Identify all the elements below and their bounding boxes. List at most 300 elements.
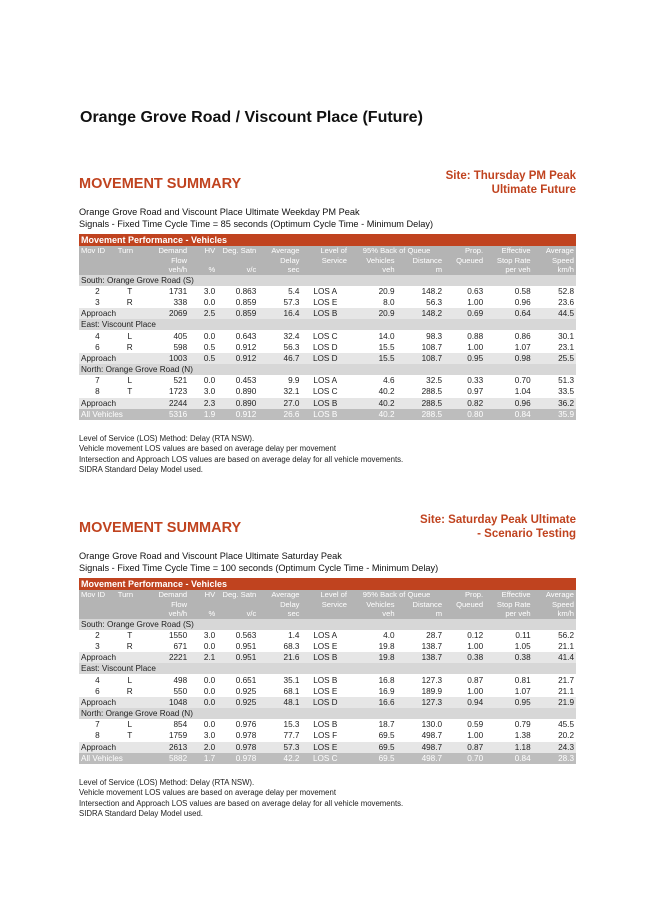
- table-cell: LOS B: [301, 398, 349, 409]
- table-cell: 2244: [144, 398, 189, 409]
- table-cell: 1.7: [189, 753, 217, 764]
- table-row: [79, 342, 576, 353]
- table-cell: LOS C: [301, 753, 349, 764]
- table-cell: R: [116, 641, 144, 652]
- approach-name: North: Orange Grove Road (N): [79, 708, 576, 719]
- site-line-1: Site: Saturday Peak Ultimate: [420, 514, 576, 526]
- site-line-1: Site: Thursday PM Peak: [445, 170, 576, 182]
- column-header: Stop Rate: [485, 600, 533, 610]
- table-cell: 21.1: [533, 686, 576, 697]
- column-header: km/h: [533, 265, 576, 275]
- table-cell: 4: [79, 674, 116, 685]
- column-header: [79, 609, 116, 619]
- table-cell: 0.88: [444, 330, 485, 341]
- table-cell: 0.97: [444, 386, 485, 397]
- table-title-row: [79, 578, 576, 590]
- approach-group-row: [79, 319, 576, 330]
- table-cell: 0.0: [189, 330, 217, 341]
- table-row: [79, 719, 576, 730]
- table-cell: 1.05: [485, 641, 533, 652]
- table-cell: 1723: [144, 386, 189, 397]
- table-cell: 3.0: [189, 630, 217, 641]
- note-line: SIDRA Standard Delay Model used.: [79, 809, 203, 819]
- table-cell: 48.1: [258, 697, 301, 708]
- table-cell: LOS A: [301, 375, 349, 386]
- table-cell: LOS E: [301, 297, 349, 308]
- column-header: veh/h: [144, 609, 189, 619]
- table-cell: 1.00: [444, 297, 485, 308]
- table-cell: 32.5: [397, 375, 445, 386]
- table-cell: 0.70: [444, 753, 485, 764]
- table-cell: 0.453: [217, 375, 258, 386]
- table-title-row: [79, 234, 576, 246]
- table-cell: 0.651: [217, 674, 258, 685]
- table-cell: 3.0: [189, 730, 217, 741]
- approach-name: South: Orange Grove Road (S): [79, 275, 576, 286]
- table-cell: 69.5: [349, 730, 397, 741]
- table-cell: 28.3: [533, 753, 576, 764]
- table-cell: 21.1: [533, 641, 576, 652]
- column-header: Speed: [533, 600, 576, 610]
- table-cell: 30.1: [533, 330, 576, 341]
- table-cell: 56.2: [533, 630, 576, 641]
- table-notes: [79, 778, 576, 820]
- note-line: Vehicle movement LOS values are based on average delay per movement: [79, 444, 337, 454]
- table-cell: 0.95: [485, 697, 533, 708]
- table-cell: R: [116, 297, 144, 308]
- column-header: Vehicles: [349, 600, 397, 610]
- table-cell: 498.7: [397, 730, 445, 741]
- table-cell: 56.3: [258, 342, 301, 353]
- table-cell: 0.94: [444, 697, 485, 708]
- approach-group-row: [79, 708, 576, 719]
- table-cell: 0.12: [444, 630, 485, 641]
- table-cell: 0.978: [217, 753, 258, 764]
- table-row: [79, 386, 576, 397]
- movement-summary-saturday: [79, 514, 576, 820]
- column-header: Vehicles: [349, 256, 397, 266]
- column-header-row: [79, 246, 576, 256]
- column-header: sec: [258, 265, 301, 275]
- table-cell: 0.79: [485, 719, 533, 730]
- table-cell: 1.00: [444, 641, 485, 652]
- table-cell: 0.925: [217, 697, 258, 708]
- table-cell: 0.80: [444, 409, 485, 420]
- column-header: Mov ID: [79, 590, 116, 600]
- column-header: m: [397, 265, 445, 275]
- table-cell: 288.5: [397, 398, 445, 409]
- approach-group-row: [79, 663, 576, 674]
- table-cell: 42.2: [258, 753, 301, 764]
- table-cell: 0.98: [485, 353, 533, 364]
- table-cell: 2.5: [189, 308, 217, 319]
- column-header: Demand: [144, 590, 189, 600]
- column-header: Stop Rate: [485, 256, 533, 266]
- table-cell: 8: [79, 730, 116, 741]
- table-cell: 0.87: [444, 742, 485, 753]
- table-cell: 57.3: [258, 742, 301, 753]
- table-cell: 8.0: [349, 297, 397, 308]
- table-cell: 41.4: [533, 652, 576, 663]
- table-cell: LOS A: [301, 286, 349, 297]
- column-header: veh: [349, 609, 397, 619]
- table-cell: 1.00: [444, 730, 485, 741]
- note-line: Intersection and Approach LOS values are based on average delay for all vehicle movements.: [79, 798, 404, 808]
- table-cell: 1759: [144, 730, 189, 741]
- column-header: Level of: [301, 590, 349, 600]
- table-cell: 0.890: [217, 386, 258, 397]
- table-cell: 0.82: [444, 398, 485, 409]
- table-cell: Approach: [79, 652, 144, 663]
- table-cell: 521: [144, 375, 189, 386]
- table-cell: T: [116, 730, 144, 741]
- column-header: 95% Back of Queue: [349, 246, 444, 256]
- table-cell: 3: [79, 641, 116, 652]
- column-header: [116, 265, 144, 275]
- column-header: sec: [258, 609, 301, 619]
- table-cell: 0.0: [189, 674, 217, 685]
- table-cell: 671: [144, 641, 189, 652]
- table-cell: 288.5: [397, 386, 445, 397]
- column-header-row: [79, 590, 576, 600]
- note-line: Level of Service (LOS) Method: Delay (RTA NSW).: [79, 433, 255, 443]
- table-cell: 1.07: [485, 686, 533, 697]
- table-cell: 26.6: [258, 409, 301, 420]
- table-cell: Approach: [79, 353, 144, 364]
- table-cell: 2221: [144, 652, 189, 663]
- table-cell: 35.1: [258, 674, 301, 685]
- table-cell: 5316: [144, 409, 189, 420]
- table-cell: 148.2: [397, 286, 445, 297]
- table-cell: 0.976: [217, 719, 258, 730]
- table-cell: 98.3: [397, 330, 445, 341]
- table-cell: 0.64: [485, 308, 533, 319]
- table-cell: 15.5: [349, 353, 397, 364]
- column-header: Average: [533, 246, 576, 256]
- approach-name: North: Orange Grove Road (N): [79, 364, 576, 375]
- column-header: Distance: [397, 256, 445, 266]
- column-header: Delay: [258, 256, 301, 266]
- table-cell: 20.2: [533, 730, 576, 741]
- table-cell: 46.7: [258, 353, 301, 364]
- table-row: [79, 630, 576, 641]
- table-cell: LOS B: [301, 652, 349, 663]
- table-cell: 0.0: [189, 686, 217, 697]
- table-cell: 16.8: [349, 674, 397, 685]
- table-cell: 14.0: [349, 330, 397, 341]
- site-label: [420, 514, 576, 541]
- table-cell: 56.3: [397, 297, 445, 308]
- column-header: [301, 609, 349, 619]
- column-header: [79, 256, 116, 266]
- table-cell: 15.3: [258, 719, 301, 730]
- table-cell: 23.6: [533, 297, 576, 308]
- table-cell: 32.4: [258, 330, 301, 341]
- table-cell: 25.5: [533, 353, 576, 364]
- table-cell: 0.84: [485, 753, 533, 764]
- table-cell: 0.978: [217, 730, 258, 741]
- column-header: Queued: [444, 600, 485, 610]
- note-line: Vehicle movement LOS values are based on average delay per movement: [79, 788, 337, 798]
- column-header: Deg. Satn: [217, 590, 258, 600]
- column-header: Flow: [144, 256, 189, 266]
- column-header: [79, 265, 116, 275]
- table-cell: 338: [144, 297, 189, 308]
- table-cell: 148.2: [397, 308, 445, 319]
- table-cell: 69.5: [349, 753, 397, 764]
- table-notes: [79, 434, 576, 476]
- table-cell: 0.0: [189, 697, 217, 708]
- approach-total-row: [79, 398, 576, 409]
- column-header: [444, 609, 485, 619]
- column-header: m: [397, 609, 445, 619]
- section-heading: MOVEMENT SUMMARY: [79, 520, 242, 536]
- table-cell: 1003: [144, 353, 189, 364]
- approach-group-row: [79, 364, 576, 375]
- table-cell: 0.951: [217, 641, 258, 652]
- table-cell: LOS D: [301, 342, 349, 353]
- table-cell: 550: [144, 686, 189, 697]
- column-header: [217, 600, 258, 610]
- table-row: [79, 330, 576, 341]
- table-cell: 1.9: [189, 409, 217, 420]
- column-header: [444, 265, 485, 275]
- table-row: [79, 730, 576, 741]
- table-cell: 3.0: [189, 386, 217, 397]
- column-header: Average: [533, 590, 576, 600]
- table-cell: 40.2: [349, 398, 397, 409]
- column-header: Mov ID: [79, 246, 116, 256]
- note-line: Intersection and Approach LOS values are based on average delay for all vehicle movements.: [79, 454, 404, 464]
- table-cell: 0.63: [444, 286, 485, 297]
- table-cell: 35.9: [533, 409, 576, 420]
- table-cell: 40.2: [349, 386, 397, 397]
- page-title: Orange Grove Road / Viscount Place (Future): [80, 109, 423, 126]
- table-cell: 2.0: [189, 742, 217, 753]
- table-cell: 4.6: [349, 375, 397, 386]
- table-cell: 0.643: [217, 330, 258, 341]
- table-cell: 4: [79, 330, 116, 341]
- table-cell: 16.4: [258, 308, 301, 319]
- table-cell: 28.7: [397, 630, 445, 641]
- table-cell: LOS B: [301, 719, 349, 730]
- column-header: Turn: [116, 590, 144, 600]
- table-cell: 2.3: [189, 398, 217, 409]
- table-cell: 0.5: [189, 342, 217, 353]
- table-cell: 33.5: [533, 386, 576, 397]
- table-title: Movement Performance - Vehicles: [79, 234, 576, 246]
- column-header: Deg. Satn: [217, 246, 258, 256]
- column-header: Average: [258, 246, 301, 256]
- table-cell: LOS C: [301, 386, 349, 397]
- table-cell: Approach: [79, 308, 144, 319]
- table-cell: 0.951: [217, 652, 258, 663]
- column-header: Demand: [144, 246, 189, 256]
- approach-name: South: Orange Grove Road (S): [79, 619, 576, 630]
- table-cell: T: [116, 386, 144, 397]
- table-cell: 854: [144, 719, 189, 730]
- table-cell: 0.863: [217, 286, 258, 297]
- approach-total-row: [79, 652, 576, 663]
- table-cell: 1048: [144, 697, 189, 708]
- table-cell: 44.5: [533, 308, 576, 319]
- table-cell: 1.04: [485, 386, 533, 397]
- approach-total-row: [79, 742, 576, 753]
- column-header: per veh: [485, 265, 533, 275]
- column-header: [116, 600, 144, 610]
- table-cell: LOS E: [301, 742, 349, 753]
- table-row: [79, 286, 576, 297]
- column-header: Turn: [116, 246, 144, 256]
- table-cell: 69.5: [349, 742, 397, 753]
- table-cell: 189.9: [397, 686, 445, 697]
- table-cell: LOS D: [301, 353, 349, 364]
- movement-summary-thursday: [79, 170, 576, 476]
- table-cell: 23.1: [533, 342, 576, 353]
- approach-total-row: [79, 308, 576, 319]
- column-header: Effective: [485, 590, 533, 600]
- table-cell: 2: [79, 286, 116, 297]
- column-header: Distance: [397, 600, 445, 610]
- table-cell: 0.859: [217, 297, 258, 308]
- all-vehicles-row: [79, 409, 576, 420]
- movement-performance-table: [79, 234, 576, 420]
- table-cell: 0.81: [485, 674, 533, 685]
- table-cell: 138.7: [397, 641, 445, 652]
- table-row: [79, 375, 576, 386]
- table-cell: 0.0: [189, 719, 217, 730]
- table-cell: 7: [79, 719, 116, 730]
- approach-name: East: Viscount Place: [79, 319, 576, 330]
- table-cell: 0.84: [485, 409, 533, 420]
- table-cell: 1550: [144, 630, 189, 641]
- table-cell: 15.5: [349, 342, 397, 353]
- column-header: %: [189, 609, 217, 619]
- table-cell: 0.0: [189, 641, 217, 652]
- table-cell: 32.1: [258, 386, 301, 397]
- table-cell: 1.00: [444, 342, 485, 353]
- table-cell: 77.7: [258, 730, 301, 741]
- column-header: [116, 256, 144, 266]
- table-row: [79, 641, 576, 652]
- table-cell: 51.3: [533, 375, 576, 386]
- table-cell: 0.0: [189, 375, 217, 386]
- table-cell: 1.00: [444, 686, 485, 697]
- approach-group-row: [79, 275, 576, 286]
- table-title: Movement Performance - Vehicles: [79, 578, 576, 590]
- approach-group-row: [79, 619, 576, 630]
- table-cell: 2613: [144, 742, 189, 753]
- table-cell: 0.859: [217, 308, 258, 319]
- table-cell: LOS B: [301, 308, 349, 319]
- table-cell: 6: [79, 342, 116, 353]
- table-cell: 8: [79, 386, 116, 397]
- table-cell: 130.0: [397, 719, 445, 730]
- column-header: HV: [189, 590, 217, 600]
- table-cell: 498.7: [397, 753, 445, 764]
- table-cell: 0.95: [444, 353, 485, 364]
- table-cell: 0.912: [217, 353, 258, 364]
- table-cell: 0.70: [485, 375, 533, 386]
- table-cell: 68.3: [258, 641, 301, 652]
- table-cell: 19.8: [349, 641, 397, 652]
- table-cell: T: [116, 630, 144, 641]
- table-cell: 0.912: [217, 342, 258, 353]
- table-cell: Approach: [79, 398, 144, 409]
- table-cell: 3.0: [189, 286, 217, 297]
- table-cell: 19.8: [349, 652, 397, 663]
- table-cell: 3: [79, 297, 116, 308]
- table-cell: 7: [79, 375, 116, 386]
- table-cell: LOS E: [301, 686, 349, 697]
- column-header: Prop.: [444, 246, 485, 256]
- column-header: Service: [301, 256, 349, 266]
- column-header: v/c: [217, 609, 258, 619]
- table-cell: 9.9: [258, 375, 301, 386]
- table-cell: 0.38: [485, 652, 533, 663]
- table-cell: L: [116, 330, 144, 341]
- site-label: [446, 170, 576, 197]
- note-line: SIDRA Standard Delay Model used.: [79, 465, 203, 475]
- movement-summary-header: [79, 514, 576, 550]
- table-cell: R: [116, 342, 144, 353]
- table-cell: 0.912: [217, 409, 258, 420]
- table-cell: 68.1: [258, 686, 301, 697]
- table-cell: 0.38: [444, 652, 485, 663]
- table-cell: 1.38: [485, 730, 533, 741]
- column-header: km/h: [533, 609, 576, 619]
- table-cell: L: [116, 719, 144, 730]
- column-header-row: [79, 256, 576, 266]
- table-cell: 1731: [144, 286, 189, 297]
- table-cell: Approach: [79, 742, 144, 753]
- table-cell: 0.69: [444, 308, 485, 319]
- column-header: Queued: [444, 256, 485, 266]
- table-cell: All Vehicles: [79, 753, 144, 764]
- table-cell: 0.978: [217, 742, 258, 753]
- table-cell: LOS D: [301, 697, 349, 708]
- table-cell: 1.4: [258, 630, 301, 641]
- table-cell: 0.33: [444, 375, 485, 386]
- table-cell: 0.86: [485, 330, 533, 341]
- column-header-row: [79, 609, 576, 619]
- table-cell: L: [116, 375, 144, 386]
- table-cell: 498: [144, 674, 189, 685]
- approach-total-row: [79, 353, 576, 364]
- table-row: [79, 686, 576, 697]
- site-line-2: - Scenario Testing: [477, 527, 576, 540]
- table-cell: 1.07: [485, 342, 533, 353]
- movement-summary-header: [79, 170, 576, 206]
- table-cell: 0.59: [444, 719, 485, 730]
- table-cell: 21.9: [533, 697, 576, 708]
- table-cell: 0.925: [217, 686, 258, 697]
- table-cell: 16.6: [349, 697, 397, 708]
- scenario-description: Orange Grove Road and Viscount Place Ultimate Saturday Peak: [79, 551, 342, 561]
- table-cell: R: [116, 686, 144, 697]
- table-cell: 108.7: [397, 342, 445, 353]
- movement-performance-table: [79, 578, 576, 764]
- table-cell: 21.7: [533, 674, 576, 685]
- table-cell: 24.3: [533, 742, 576, 753]
- scenario-description: Orange Grove Road and Viscount Place Ultimate Weekday PM Peak: [79, 207, 360, 217]
- table-cell: 0.96: [485, 297, 533, 308]
- column-header: HV: [189, 246, 217, 256]
- column-header-row: [79, 265, 576, 275]
- column-header: %: [189, 265, 217, 275]
- table-cell: 27.0: [258, 398, 301, 409]
- table-cell: 405: [144, 330, 189, 341]
